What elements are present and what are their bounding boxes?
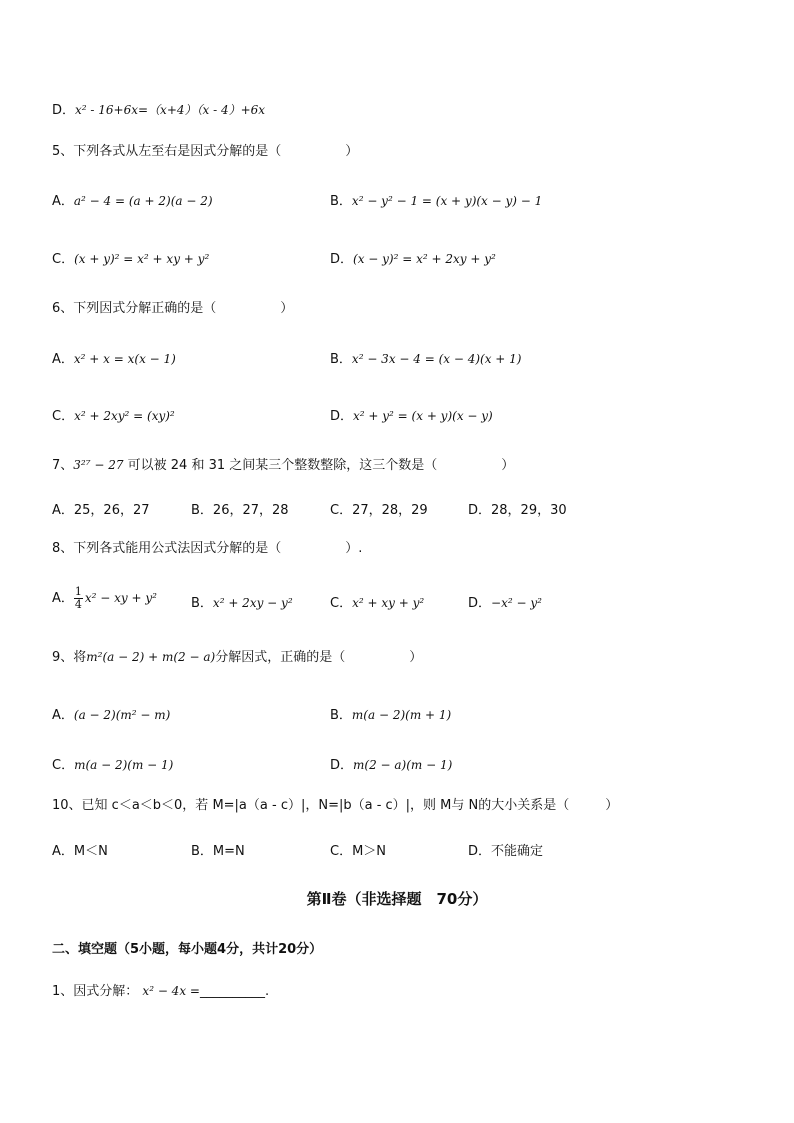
option-label: D． xyxy=(330,252,354,267)
option-expr: x² + xy + y² xyxy=(352,596,425,610)
question-text: 6、下列因式分解正确的是（ xyxy=(52,301,217,316)
question-text: 可以被 24 和 31 之间某三个整数整除，这三个数是（ xyxy=(123,458,438,473)
q7-option-d: D．28，29，30 xyxy=(468,503,567,518)
option-expr: x² + 2xy − y² xyxy=(212,596,293,610)
option-label: A． xyxy=(52,352,74,367)
fraction-denominator: 4 xyxy=(74,598,82,611)
q5-option-d xyxy=(330,250,496,269)
option-expr: x² − y² − 1 = (x + y)(x − y) − 1 xyxy=(351,194,543,208)
option-expr: (a − 2)(m² − m) xyxy=(73,708,171,722)
q9-option-b xyxy=(330,706,451,725)
option-expr: x² − 3x − 4 = (x − 4)(x + 1) xyxy=(351,352,522,366)
paren-close: ） xyxy=(345,144,359,159)
option-label: C． xyxy=(52,252,75,267)
option-label: C． xyxy=(52,758,75,773)
question-text: 10、已知 c＜a＜b＜0，若 M=|a（a - c）|，N=|b（a - c）|，则 M与 N的大小关系是（ xyxy=(52,798,570,813)
q9-option-d xyxy=(330,756,452,775)
option-expr: x² - 16+6x=（x+4）（x - 4）+6x xyxy=(75,103,266,117)
fill-question-1 xyxy=(52,982,269,1001)
option-expr: x² + 2xy² = (xy)² xyxy=(74,409,175,423)
question-number: 9、将 xyxy=(52,650,87,665)
option-label: D． xyxy=(52,103,76,118)
q4-option-d xyxy=(52,101,265,120)
option-label: C． xyxy=(330,596,353,611)
q8-option-a xyxy=(52,586,157,611)
section-2-heading: 二、填空题（5小题，每小题4分，共计20分） xyxy=(52,942,323,957)
q10-option-b: B．M=N xyxy=(191,844,245,859)
option-expr: −x² − y² xyxy=(491,596,542,610)
q7-option-c: C．27，28，29 xyxy=(330,503,428,518)
q5-option-b xyxy=(330,192,542,211)
part-2-title: 第Ⅱ卷（非选择题 70分） xyxy=(306,890,488,908)
option-label: D． xyxy=(330,758,354,773)
question-text: 5、下列各式从左至右是因式分解的是（ xyxy=(52,144,282,159)
q8-option-b xyxy=(191,592,293,611)
option-expr: m(a − 2)(m + 1) xyxy=(351,708,452,722)
question-expr: 3²⁷ − 27 xyxy=(73,458,124,472)
option-label: A． xyxy=(52,708,74,723)
q6-option-c xyxy=(52,407,175,426)
q7-option-b: B．26，27，28 xyxy=(191,503,289,518)
q10-option-a: A．M＜N xyxy=(52,844,108,859)
question-expr: m²(a − 2) + m(2 − a) xyxy=(86,650,216,664)
question-text: 分解因式，正确的是（ xyxy=(215,650,346,665)
q6-option-b xyxy=(330,350,522,369)
option-expr: (x + y)² = x² + xy + y² xyxy=(74,252,210,266)
q8-option-d xyxy=(468,592,542,611)
q7-option-a: A．25，26，27 xyxy=(52,503,150,518)
question-number: 7、 xyxy=(52,458,74,473)
option-label: C． xyxy=(52,409,75,424)
answer-blank[interactable]: __________. xyxy=(199,984,270,999)
q9-option-a xyxy=(52,706,170,725)
option-label: D． xyxy=(330,409,354,424)
option-expr: (x − y)² = x² + 2xy + y² xyxy=(353,252,496,266)
question-8-stem xyxy=(52,540,362,558)
q6-option-d xyxy=(330,407,493,426)
q10-option-c: C．M＞N xyxy=(330,844,387,859)
paren-close: ） xyxy=(280,301,294,316)
option-expr: x² + x = x(x − 1) xyxy=(73,352,176,366)
question-7-stem xyxy=(52,456,514,475)
question-10-stem xyxy=(52,797,618,815)
paren-close: ） xyxy=(501,458,515,473)
q9-option-c xyxy=(52,756,173,775)
option-label: B． xyxy=(330,352,352,367)
q5-option-c xyxy=(52,250,209,269)
q8-option-c xyxy=(330,592,424,611)
option-label: A． xyxy=(52,194,74,209)
question-9-stem xyxy=(52,648,422,667)
paren-close: ） xyxy=(605,798,619,813)
option-label: B． xyxy=(330,708,352,723)
paren-close: ）. xyxy=(345,541,363,556)
q6-option-a xyxy=(52,350,176,369)
option-expr: a² − 4 = (a + 2)(a − 2) xyxy=(73,194,213,208)
option-label: A． xyxy=(52,591,74,606)
option-label: D． xyxy=(468,596,492,611)
fraction xyxy=(74,586,83,611)
option-expr: x² + y² = (x + y)(x − y) xyxy=(353,409,493,423)
q10-option-d: D．不能确定 xyxy=(468,844,544,859)
q5-option-a xyxy=(52,192,213,211)
option-label: B． xyxy=(191,596,213,611)
option-expr: m(a − 2)(m − 1) xyxy=(74,758,174,772)
option-label: B． xyxy=(330,194,352,209)
option-expr: m(2 − a)(m − 1) xyxy=(353,758,453,772)
question-expr: x² − 4x = xyxy=(142,984,200,998)
fraction-numerator: 1 xyxy=(74,585,82,598)
question-text: 8、下列各式能用公式法因式分解的是（ xyxy=(52,541,282,556)
question-text: 1、因式分解： xyxy=(52,984,139,999)
paren-close: ） xyxy=(409,650,423,665)
option-expr: x² − xy + y² xyxy=(84,591,157,605)
question-6-stem xyxy=(52,300,293,318)
question-5-stem xyxy=(52,143,358,161)
